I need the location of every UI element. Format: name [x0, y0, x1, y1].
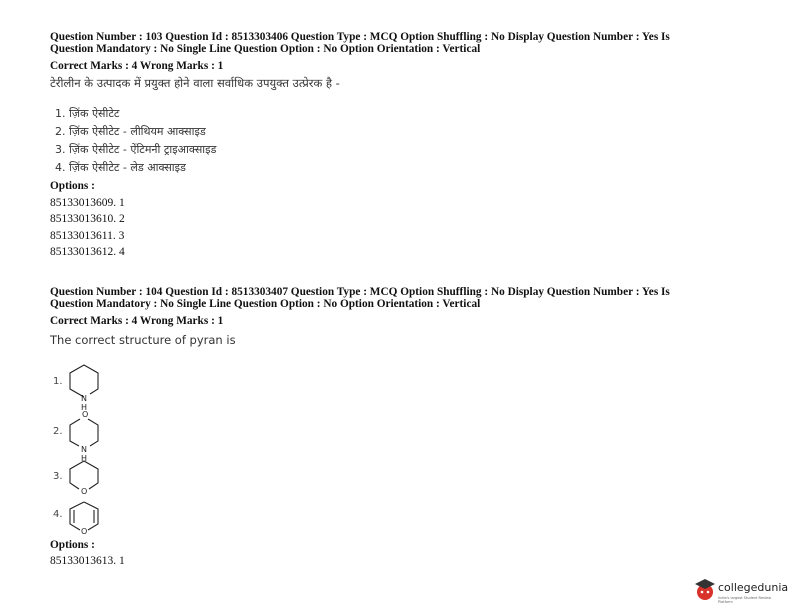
graduate-cap-icon — [694, 577, 716, 603]
q104-question-text: The correct structure of pyran is — [50, 333, 236, 347]
q103-option-3: 85133013611. 3 — [50, 230, 125, 242]
q103-choice-4: 4. ज़िंक ऐसीटेट - लेड आक्साइड — [55, 161, 186, 174]
q104-structure-2-n-label: N — [81, 445, 87, 454]
q103-option-4: 85133013612. 4 — [50, 246, 125, 258]
q103-header-line2: Question Mandatory : No Single Line Question Option : No Option Orientation : Vertical — [50, 43, 481, 55]
q104-structure-4-pyran — [66, 500, 106, 536]
q104-structure-4-o-label: O — [81, 527, 88, 536]
q104-structure-3-tetrahydropyran — [66, 460, 106, 500]
q104-structure-2-h-label: H — [81, 454, 88, 463]
brand-name: collegedunia — [718, 581, 789, 594]
q103-choice-3: 3. ज़िंक ऐसीटेट - ऐंटिमनी ट्राइआक्साइड — [55, 143, 217, 156]
q104-choice-number-4: 4. — [53, 509, 63, 520]
q104-choice-number-1: 1. — [53, 376, 63, 387]
q104-options-label: Options : — [50, 539, 95, 551]
q104-structure-1-h-label: H — [81, 403, 88, 412]
brand-tagline: India's largest Student Review Platform — [718, 596, 772, 604]
q104-choice-number-2: 2. — [53, 426, 63, 437]
q104-marks: Correct Marks : 4 Wrong Marks : 1 — [50, 315, 224, 327]
q103-header-line1: Question Number : 103 Question Id : 8513303406 Question Type : MCQ Option Shuffling : No Display Question Number : Yes Is — [50, 31, 670, 43]
q103-choice-2: 2. ज़िंक ऐसीटेट - लीथियम आक्साइड — [55, 125, 206, 138]
q103-marks: Correct Marks : 4 Wrong Marks : 1 — [50, 60, 224, 72]
q104-structure-2-o-label: O — [82, 410, 89, 419]
q103-option-1: 85133013609. 1 — [50, 197, 125, 209]
collegedunia-logo — [694, 577, 789, 605]
q104-choice-number-3: 3. — [53, 471, 63, 482]
q104-structure-1-n-label: N — [81, 394, 87, 403]
q104-header-line2: Question Mandatory : No Single Line Question Option : No Option Orientation : Vertical — [50, 298, 481, 310]
q103-options-label: Options : — [50, 180, 95, 192]
q103-question-text: टेरीलीन के उत्पादक में प्रयुक्त होने वाला सर्वाधिक उपयुक्त उत्प्रेरक है - — [50, 76, 340, 90]
q104-structure-1-piperidine — [66, 360, 106, 410]
q104-header-line1: Question Number : 104 Question Id : 8513303407 Question Type : MCQ Option Shuffling : No Display Question Number : Yes Is — [50, 286, 670, 298]
q104-option-1: 85133013613. 1 — [50, 555, 125, 567]
q104-structure-2-morpholine — [66, 408, 106, 468]
q103-choice-1: 1. ज़िंक ऐसीटेट — [55, 107, 120, 120]
q104-structure-3-o-label: O — [81, 487, 88, 496]
q103-option-2: 85133013610. 2 — [50, 213, 125, 225]
